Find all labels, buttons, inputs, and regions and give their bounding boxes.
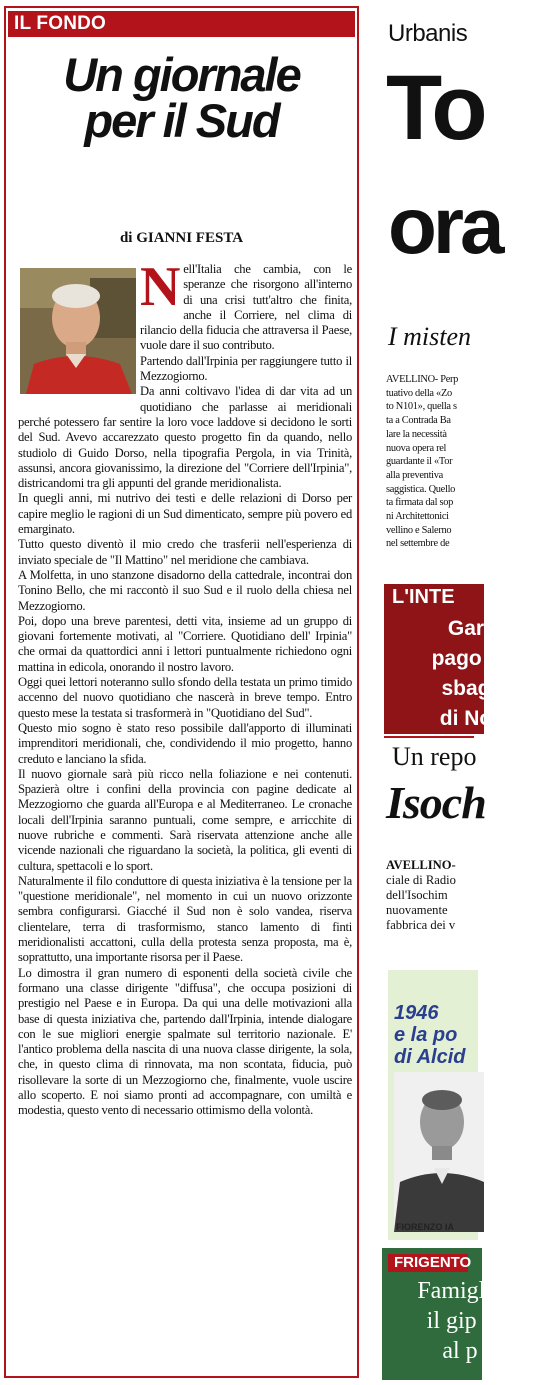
- article-body: [18, 256, 352, 1119]
- historical-portrait-image: [394, 1072, 484, 1232]
- adjacent-story-line: tuativo della «Zo: [386, 387, 452, 399]
- frigento-headline: [390, 1276, 530, 1366]
- headline-line-2: per il Sud: [84, 94, 279, 147]
- paragraph-9: Questo mio sogno è stato reso possibile dall'apporto di illuminati imprenditori meridionali, che, condividendo il mio progetto, hanno creduto e lanciano la sfida.: [18, 720, 352, 766]
- adjacent-story-line: saggistica. Quello: [386, 483, 456, 495]
- frigento-tag: FRIGENTO: [388, 1254, 468, 1272]
- history-title: [394, 1002, 534, 1068]
- adjacent-story-line: nel settembre de: [386, 538, 450, 550]
- history-title-line: e la po: [394, 1024, 458, 1046]
- paragraph-6: A Molfetta, in uno stanzone disadorno della cattedrale, incontrai don Tonino Bello, che mi raccontò il suo Sud e il ruolo della chiesa nel Mezzogiorno.: [18, 567, 352, 613]
- adjacent-story-line: nuova opera rel: [386, 442, 447, 454]
- report-story: [386, 858, 536, 933]
- report-story-line: nuovamente: [386, 903, 448, 917]
- adjacent-story-line: alla preventiva: [386, 469, 443, 481]
- paragraph-2: Partendo dall'Irpinia per raggiungere tutto il Mezzogiorno.: [140, 353, 352, 384]
- paragraph-11: Naturalmente il filo conduttore di questa iniziativa è la tensione per la "questione meridionale", nel momento in cui un nuovo orizzonte sembra configurarsi. Giacché il Sud non è solo vandea, riserva clientelare, terra di trasformismo, stanco lamento di finti meridionalisti accattoni, culla della protesta senza proposta, ma è, soprattutto, una importante risorsa per il Paese.: [18, 873, 352, 965]
- adjacent-story-line: vellino e Salerno: [386, 524, 452, 536]
- section-divider: [384, 736, 474, 738]
- adjacent-kicker: Urbanis: [388, 20, 468, 47]
- paragraph-3: Da anni coltivavo l'idea di dar vita ad un quotidiano che parlasse ai meridionali perché potessero far sentire la loro voce laddove si decidono le sorti del Sud. Avevo accarezzato questo progetto fin da quando, nello studiolo di Guido Dorso, nella tipografia Pergola, in via Trinità, assunsi, ancora giovanissimo, la direzione del "Corriere dell'Irpinia", districandomi tra gli appunti del grande meridionalista.: [18, 384, 352, 491]
- interview-line: pago p: [431, 647, 501, 670]
- historical-photo: [394, 1072, 484, 1232]
- interview-line: Gar: [447, 617, 485, 640]
- adjacent-story-line: to N101», quella s: [386, 401, 457, 413]
- interview-line: sbag: [441, 677, 491, 700]
- paragraph-8: Oggi quei lettori noteranno sullo sfondo della testata un primo timido accenno del nuovo quotidiano che nascerà in breve tempo. Entro questo mese la testata si trasformerà in "Quotidiano del Sud".: [18, 675, 352, 720]
- report-story-line: AVELLINO-: [386, 858, 456, 872]
- byline: di GIANNI FESTA: [119, 230, 244, 246]
- adjacent-story-line: ni Architettonici: [386, 511, 449, 523]
- report-story-line: fabbrica dei v: [386, 918, 456, 932]
- frigento-line: il gip a: [426, 1308, 494, 1334]
- report-story-line: dell'Isochim: [386, 888, 448, 902]
- interview-headline: [396, 614, 536, 734]
- interview-label: L'INTE: [392, 586, 455, 608]
- frigento-box: [382, 1248, 503, 1380]
- paragraph-5: Tutto questo diventò il mio credo che trasferii nell'esperienza di inviato speciale de "Il Mattino" nel meridione che cambiava.: [18, 537, 352, 567]
- paragraph-10: Il nuovo giornale sarà più ricco nella foliazione e nei contenuti. Spazierà oltre i confini della provincia con pagine dedicate al Mezzogiorno che guarda all'Europa e al Mediterraneo. Le cronache locali dell'Irpinia saranno puntuali, come sempre, e arricchite di nuove rubriche e commenti. Sarà riservata attenzione anche alle vicende nazionali che riguardano la società, la politica, gli eventi di cultura, spettacoli e lo sport.: [18, 766, 352, 873]
- editorial-article: [4, 6, 359, 1378]
- adjacent-headline-line-1: To: [386, 57, 484, 159]
- photo-spacer: [18, 262, 140, 400]
- section-rubric: IL FONDO: [8, 11, 355, 37]
- history-title-line: di Alcid: [394, 1046, 466, 1068]
- frigento-line: al p: [442, 1338, 478, 1364]
- headline-line-1: Un giornale: [63, 48, 300, 101]
- paragraph-7: Poi, dopo una breve parentesi, detti vita, insieme ad un gruppo di giovani fortemente motivati, al "Corriere. Quotidiano dell' Irpinia" che ormai da quattordici anni i lettori puntualmente richiedono ogni mattina in edicola, onorando il nostro lavoro.: [18, 613, 352, 674]
- report-story-line: ciale di Radio: [386, 873, 456, 887]
- adjacent-story-line: ta firmata dal sop: [386, 497, 454, 509]
- interview-line: di No: [439, 707, 493, 730]
- interview-box: [384, 584, 501, 734]
- frigento-line: Famiglie: [417, 1278, 503, 1304]
- adjacent-story-line: guardante il «Tor: [386, 456, 453, 468]
- adjacent-story-line: AVELLINO- Perp: [386, 374, 459, 385]
- photo-caption: FIORENZO IA: [396, 1222, 454, 1232]
- history-title-line: 1946: [394, 1002, 439, 1024]
- adjacent-story: [386, 373, 536, 551]
- report-headline: Isoch: [386, 777, 486, 828]
- adjacent-story-line: ta a Contrada Ba: [386, 415, 451, 427]
- paragraph-4: In quegli anni, mi nutrivo dei testi e delle relazioni di Dorso per capire meglio le ragioni di un Sud dimenticato, sempre più povero ed emarginato.: [18, 491, 352, 537]
- drop-cap: N: [140, 256, 181, 318]
- report-kicker: Un repo: [392, 742, 477, 771]
- adjacent-headline-line-2: ora: [388, 181, 501, 270]
- paragraph-1-text: ell'Italia che cambia, con le speranze che risorgono all'interno di una crisi tutt'altro che finita, anche il Corriere, nel clima di rilancio della fiducia che attraversa il Paese, vuole dare il suo contributo.: [140, 262, 352, 353]
- adjacent-column: [374, 0, 503, 1385]
- paragraph-12: Lo dimostra il gran numero di esponenti della società civile che formano una classe dirigente "diffusa", che occupa posizioni di prestigio nel Paese e in Europa. Da qui una delle motivazioni alla base di questa iniziativa che, partendo dall'Irpinia, intende dialogare con le sue migliori energie spalmate sul territorio nazionale. E' l'antico problema della nascita di una nuova classe dirigente, la sola, che, in questo clima di rinnovata, ma non scontata, fiducia, può risollevare la sorte di un Mezzogiorno che, finalmente, vuole uscire allo scoperto. E noi siamo pronti ad accompagnare, con umiltà e modestia, questo vento di necessario ottimismo della volontà.: [18, 965, 352, 1118]
- adjacent-story-line: lare la necessità: [386, 428, 447, 440]
- article-headline: [6, 48, 357, 147]
- adjacent-subhead: I misten: [388, 322, 472, 351]
